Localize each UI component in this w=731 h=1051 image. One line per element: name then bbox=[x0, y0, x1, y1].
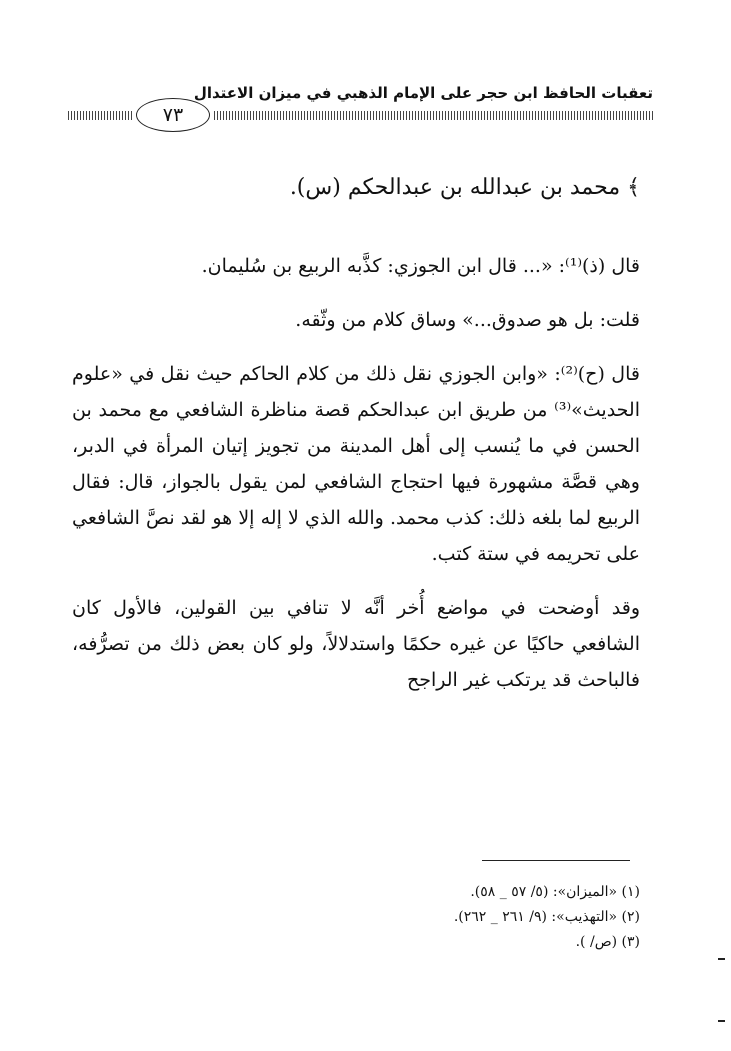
footnote-1: (١) «الميزان»: (٥/ ٥٧ _ ٥٨). bbox=[470, 884, 640, 900]
footnote-separator bbox=[482, 860, 630, 861]
paragraph-1: قال (ذ)⁽¹⁾: «... قال ابن الجوزي: كذَّبه الربيع بن سُليمان. bbox=[201, 255, 640, 277]
header-rule-left bbox=[68, 111, 134, 120]
margin-mark bbox=[718, 958, 725, 960]
entry-heading: ﴾ محمد بن عبدالله بن عبدالحكم (س). bbox=[289, 175, 640, 200]
paragraph-2: قلت: بل هو صدوق...» وساق كلام من وثّقه. bbox=[295, 309, 640, 331]
paragraph-3: قال (ح)⁽²⁾: «وابن الجوزي نقل ذلك من كلام الحاكم حيث نقل في «علوم الحديث»⁽³⁾ من طريق ابن عبدالحكم قصة مناظرة الشافعي مع محمد بن الحسن في ما يُنسب إلى أهل المدينة من تجويز إتيان المرأة في الدبر، وهي قصَّة مشهورة فيها احتجاج الشافعي لمن يقول بالجواز، قال: فقال الربيع لما بلغه ذلك: كذب محمد. والله الذي لا إله إلا هو لقد نصَّ الشافعي على تحريمه في ستة كتب. bbox=[72, 363, 640, 565]
header-rule-right bbox=[214, 111, 653, 120]
running-title: تعقبات الحافظ ابن حجر على الإمام الذهبي في ميزان الاعتدال bbox=[193, 84, 653, 102]
footnotes bbox=[72, 880, 640, 955]
footnote-3: (٣) (ص/ ). bbox=[575, 934, 640, 950]
main-text bbox=[72, 170, 640, 698]
page-number-badge: ٧٣ bbox=[136, 98, 210, 132]
margin-mark bbox=[718, 1020, 725, 1022]
footnote-2: (٢) «التهذيب»: (٩/ ٢٦١ _ ٢٦٢). bbox=[453, 909, 640, 925]
paragraph-4: وقد أوضحت في مواضع أُخر أنَّه لا تنافي بين القولين، فالأول كان الشافعي حاكيًا عن غيره حكمًا واستدلالاً، ولو كان بعض ذلك من تصرُّفه، فالباحث قد يرتكب غير الراجح bbox=[72, 597, 640, 691]
page-header bbox=[68, 84, 653, 134]
